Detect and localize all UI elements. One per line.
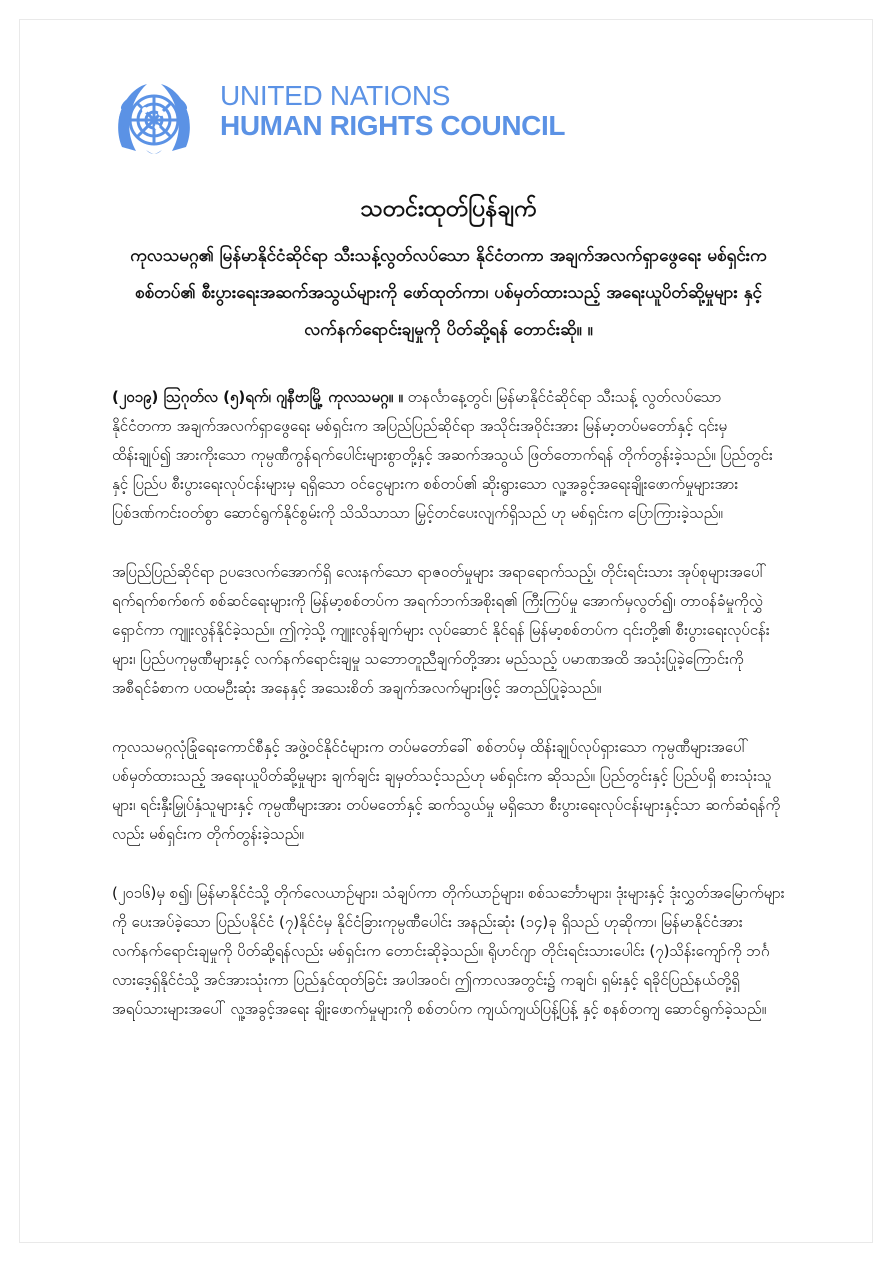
press-release-content <box>112 192 785 1024</box>
release-label: သတင်းထုတ်ပြန်ချက် <box>360 196 537 222</box>
paragraph-3: ကုလသမဂ္ဂလုံခြုံရေးကောင်စီနှင့် အဖွဲ့ဝင်နိုင်ငံများက တပ်မတော်ခေါ် စစ်တပ်မှ ထိန်းချုပ်လုပ်ရှားသော ကုမ္ပဏီများအပေါ် ပစ်မှတ်ထားသည့် အရေးယူပိတ်ဆို့မှုများ ချက်ချင်း ချမှတ်သင့်သည်ဟု မစ်ရှင်းက ဆိုသည်။ ပြည်တွင်းနှင့် ပြည်ပရှိ စားသုံးသူများ၊ ရင်းနှီးမြှုပ်နှံသူများနှင့် ကုမ္ပဏီများအား တပ်မတော်နှင့် ဆက်သွယ်မှု မရှိသော စီးပွားရေးလုပ်ငန်းများနှင့်သာ ဆက်ဆံရန်ကိုလည်း မစ်ရှင်းက တိုက်တွန်းခဲ့သည်။ <box>112 738 781 843</box>
organization-line-2: HUMAN RIGHTS COUNCIL <box>220 110 566 141</box>
un-emblem-icon <box>108 74 200 166</box>
headline: ကုလသမဂ္ဂ၏ မြန်မာနိုင်ငံဆိုင်ရာ သီးသန့်လွတ်လပ်သော နိုင်ငံတကာ အချက်အလက်ရှာဖွေရေး မစ်ရှင်းက စစ်တပ်၏ စီးပွားရေးအဆက်အသွယ်များကို ဖော်ထုတ်ကာ၊ ပစ်မှတ်ထားသည့် အရေးယူပိတ်ဆို့မှုများ နှင့် လက်နက်ရောင်းချမှုကို ပိတ်ဆို့ရန် တောင်းဆို။ ။ <box>130 246 767 340</box>
dateline: (၂၀၁၉) ဩဂုတ်လ (၅)ရက်၊ ဂျနီဗာမြို့ ကုလသမဂ္ဂ။ ။ <box>112 388 403 406</box>
organization-line-1: UNITED NATIONS <box>220 80 451 111</box>
paragraph-2: အပြည်ပြည်ဆိုင်ရာ ဥပဒေလက်အောက်ရှိ လေးနက်သော ရာဇဝတ်မှုများ အရာရောက်သည့်၊ တိုင်းရင်းသား အုပ်စုများအပေါ် ရက်ရက်စက်စက် စစ်ဆင်ရေးများကို မြန်မာ့စစ်တပ်က အရက်ဘက်အစိုးရ၏ ကြီးကြပ်မှု အောက်မှလွတ်၍၊ တာဝန်ခံမှုကိုလွှဲရှောင်ကာ ကျူးလွန်နိုင်ခဲ့သည်။ ဤကဲ့သို့ ကျူးလွန်ချက်များ လုပ်ဆောင် နိုင်ရန် မြန်မာ့စစ်တပ်က ၎င်းတို့၏ စီးပွားရေးလုပ်ငန်းများ၊ ပြည်ပကုမ္ပဏီများနှင့် လက်နက်ရောင်းချမှု သဘောတူညီချက်တို့အား မည်သည့် ပမာဏအထိ အသုံးပြုခဲ့ကြောင်းကို အစီရင်ခံစာက ပထမဦးဆုံး အနေနှင့် အသေးစိတ် အချက်အလက်များဖြင့် အတည်ပြုခဲ့သည်။ <box>112 563 770 697</box>
document-header <box>108 74 578 164</box>
paragraph-1-text: တနင်္လာနေ့တွင်၊ မြန်မာနိုင်ငံဆိုင်ရာ သီးသန့် လွတ်လပ်သော နိုင်ငံတကာ အချက်အလက်ရှာဖွေရေး မစ်ရှင်းက အပြည်ပြည်ဆိုင်ရာ အသိုင်းအဝိုင်းအား မြန်မာ့တပ်မတော်နှင့် ၎င်းမှ ထိန်းချုပ်၍ အားကိုးသော ကုမ္ပဏီကွန်ရက်ပေါင်းများစွာတို့နှင့် အဆက်အသွယ် ဖြတ်တောက်ရန် တိုက်တွန်းခဲ့သည်။ ပြည်တွင်းနှင့် ပြည်ပ စီးပွားရေးလုပ်ငန်းများမှ ရရှိသော ဝင်ငွေများက စစ်တပ်၏ ဆိုးရွားသော လူ့အခွင့်အရေးချိုးဖောက်မှုများအား ပြစ်ဒဏ်ကင်းဝတ်စွာ ဆောင်ရွက်နိုင်စွမ်းကို သိသိသာသာ မြှင့်တင်ပေးလျက်ရှိသည် ဟု မစ်ရှင်းက ပြောကြားခဲ့သည်။ <box>112 388 773 522</box>
paragraph-1 <box>112 383 785 528</box>
paragraph-4: (၂၀၁၆)မှ စ၍၊ မြန်မာနိုင်ငံသို့ တိုက်လေယာဉ်များ၊ သံချပ်ကာ တိုက်ယာဉ်များ၊ စစ်သင်္ဘောများ၊ ဒုံးများနှင့် ဒုံးလွှတ်အမြောက်များကို ပေးအပ်ခဲ့သော ပြည်ပနိုင်ငံ (၇)နိုင်ငံမှ နိုင်ငံခြားကုမ္ပဏီပေါင်း အနည်းဆုံး (၁၄)ခု ရှိသည် ဟုဆိုကာ၊ မြန်မာနိုင်ငံအား လက်နက်ရောင်းချမှုကို ပိတ်ဆို့ရန်လည်း မစ်ရှင်းက တောင်းဆိုခဲ့သည်။ ရိုဟင်ဂျာ တိုင်းရင်းသားပေါင်း (၇)သိန်းကျော်ကို ဘင်္ဂလားဒေ့ရှ်နိုင်ငံသို့ အင်အားသုံးကာ ပြည်နှင်ထုတ်ခြင်း အပါအဝင်၊ ဤကာလအတွင်း၌ ကချင်၊ ရှမ်းနှင့် ရခိုင်ပြည်နယ်တို့ရှိ အရပ်သားများအပေါ် လူ့အခွင့်အရေး ချိုးဖောက်မှုများကို စစ်တပ်က ကျယ်ကျယ်ပြန့်ပြန့် နှင့် စနစ်တကျ ဆောင်ရွက်ခဲ့သည်။ <box>112 884 785 1018</box>
organization-name <box>220 82 580 141</box>
